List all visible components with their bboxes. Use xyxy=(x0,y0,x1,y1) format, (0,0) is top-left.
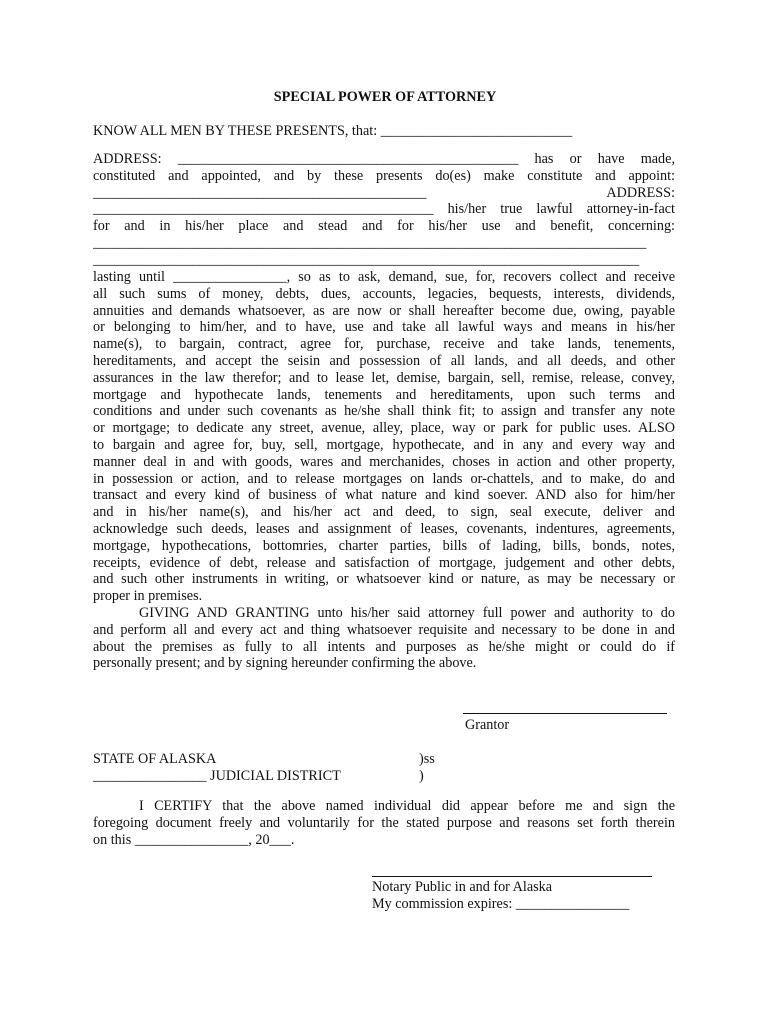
intro-text: KNOW ALL MEN BY THESE PRESENTS, that: ___________________________ xyxy=(93,123,573,139)
notary-signature-line[interactable] xyxy=(372,876,652,877)
certify-line: on this ________________, 20___. xyxy=(93,831,295,848)
body-line: assurances in the law therefor; and to lease let, demise, bargain, sell, remise, release, convey, xyxy=(93,369,675,386)
body-line: and such other instruments in writing, or whatsoever kind or nature, as may be necessary or xyxy=(93,571,675,588)
body-line: all such sums of money, debts, dues, accounts, legacies, bequests, interests, dividends, xyxy=(93,285,675,302)
giving-granting-paragraph xyxy=(93,605,675,672)
grantor-label: Grantor xyxy=(465,717,510,733)
body-line: conditions and under such covenants as he/she shall think fit; to assign and transfer any note xyxy=(93,403,675,420)
notary-commission: My commission expires: ________________ xyxy=(372,896,630,912)
body-line: mortgage, hypothecations, bottomries, charter parties, bills of lading, bills, bonds, notes, xyxy=(93,537,675,554)
body-line: manner deal in and with goods, wares and merchanides, choses in action and other property, xyxy=(93,453,675,470)
body-line: name(s), to bargain, contract, agree for, purchase, receive and take lands, tenements, xyxy=(93,336,675,353)
address-block xyxy=(93,151,675,269)
address-line: ________________________________________________ his/her true lawful attorney-in-fact xyxy=(93,201,675,218)
address-line: _______________________________________________ ADDRESS: xyxy=(93,184,675,201)
body-line: or belonging to him/her, and to have, use and take all lawful ways and means in his/her xyxy=(93,319,675,336)
notary-title: Notary Public in and for Alaska xyxy=(372,879,553,895)
venue-district: ________________ JUDICIAL DISTRICT xyxy=(93,768,341,784)
venue-paren: ) xyxy=(419,768,424,784)
body-line: transact and every kind of business of what nature and kind soever. AND also for him/her xyxy=(93,487,675,504)
address-line: ADDRESS: ________________________________________________ has or have made, xyxy=(93,151,675,167)
body-line: annuities and demands whatsoever, as are now or shall hereafter become due, owing, payable xyxy=(93,302,675,319)
venue-state: STATE OF ALASKA xyxy=(93,751,217,767)
body-line: acknowledge such deeds, leases and assignment of leases, covenants, indentures, agreements, xyxy=(93,520,675,537)
body-line: lasting until ________________, so as to ask, demand, sue, for, recovers collect and receive xyxy=(93,269,675,285)
body-line: hereditaments, and accept the seisin and possession of all lands, and all deeds, and other xyxy=(93,352,675,369)
body-line: and in his/her name(s), and his/her act and deed, to sign, seal execute, deliver and xyxy=(93,504,675,521)
body-line: proper in premises. xyxy=(93,588,203,605)
body-line: to bargain and agree for, buy, sell, mortgage, hypothecate, and in any and every way and xyxy=(93,436,675,453)
grantor-signature-line[interactable] xyxy=(463,713,667,714)
giving-line: GIVING AND GRANTING unto his/her said attorney full power and authority to do xyxy=(139,605,675,621)
certify-paragraph xyxy=(93,798,675,848)
certify-line: foregoing document freely and voluntarily for the stated purpose and reasons set forth therein xyxy=(93,814,675,831)
document-title: SPECIAL POWER OF ATTORNEY xyxy=(273,89,497,105)
body-line: receipts, evidence of debt, release and satisfaction of mortgage, judgement and other debts, xyxy=(93,554,675,571)
address-line: ______________________________________________________________________________ xyxy=(93,234,647,251)
giving-line: personally present; and by signing hereunder confirming the above. xyxy=(93,655,477,672)
address-line: for and in his/her place and stead and for his/her use and benefit, concerning: xyxy=(93,218,675,235)
giving-line: and perform all and every act and thing whatsoever requisite and necessary to be done in and xyxy=(93,621,675,638)
giving-line: about the premises as fully to all intents and purposes as he/she might or could do if xyxy=(93,638,675,655)
address-line: _____________________________________________________________________________ xyxy=(93,251,640,268)
body-line: or mortgage; to dedicate any street, avenue, alley, place, way or park for public uses. ALSO xyxy=(93,420,675,437)
venue-ss: )ss xyxy=(419,751,435,767)
powers-paragraph xyxy=(93,269,675,605)
body-line: in possession or action, and to release mortgages on lands or-chattels, and to make, do and xyxy=(93,470,675,487)
address-line: constituted and appointed, and by these presents do(es) make constitute and appoint: xyxy=(93,167,675,184)
intro-line xyxy=(93,123,675,140)
certify-line: I CERTIFY that the above named individual did appear before me and sign the xyxy=(139,798,675,814)
body-line: mortgage and hypothecate lands, tenements and hereditaments, upon such terms and xyxy=(93,386,675,403)
